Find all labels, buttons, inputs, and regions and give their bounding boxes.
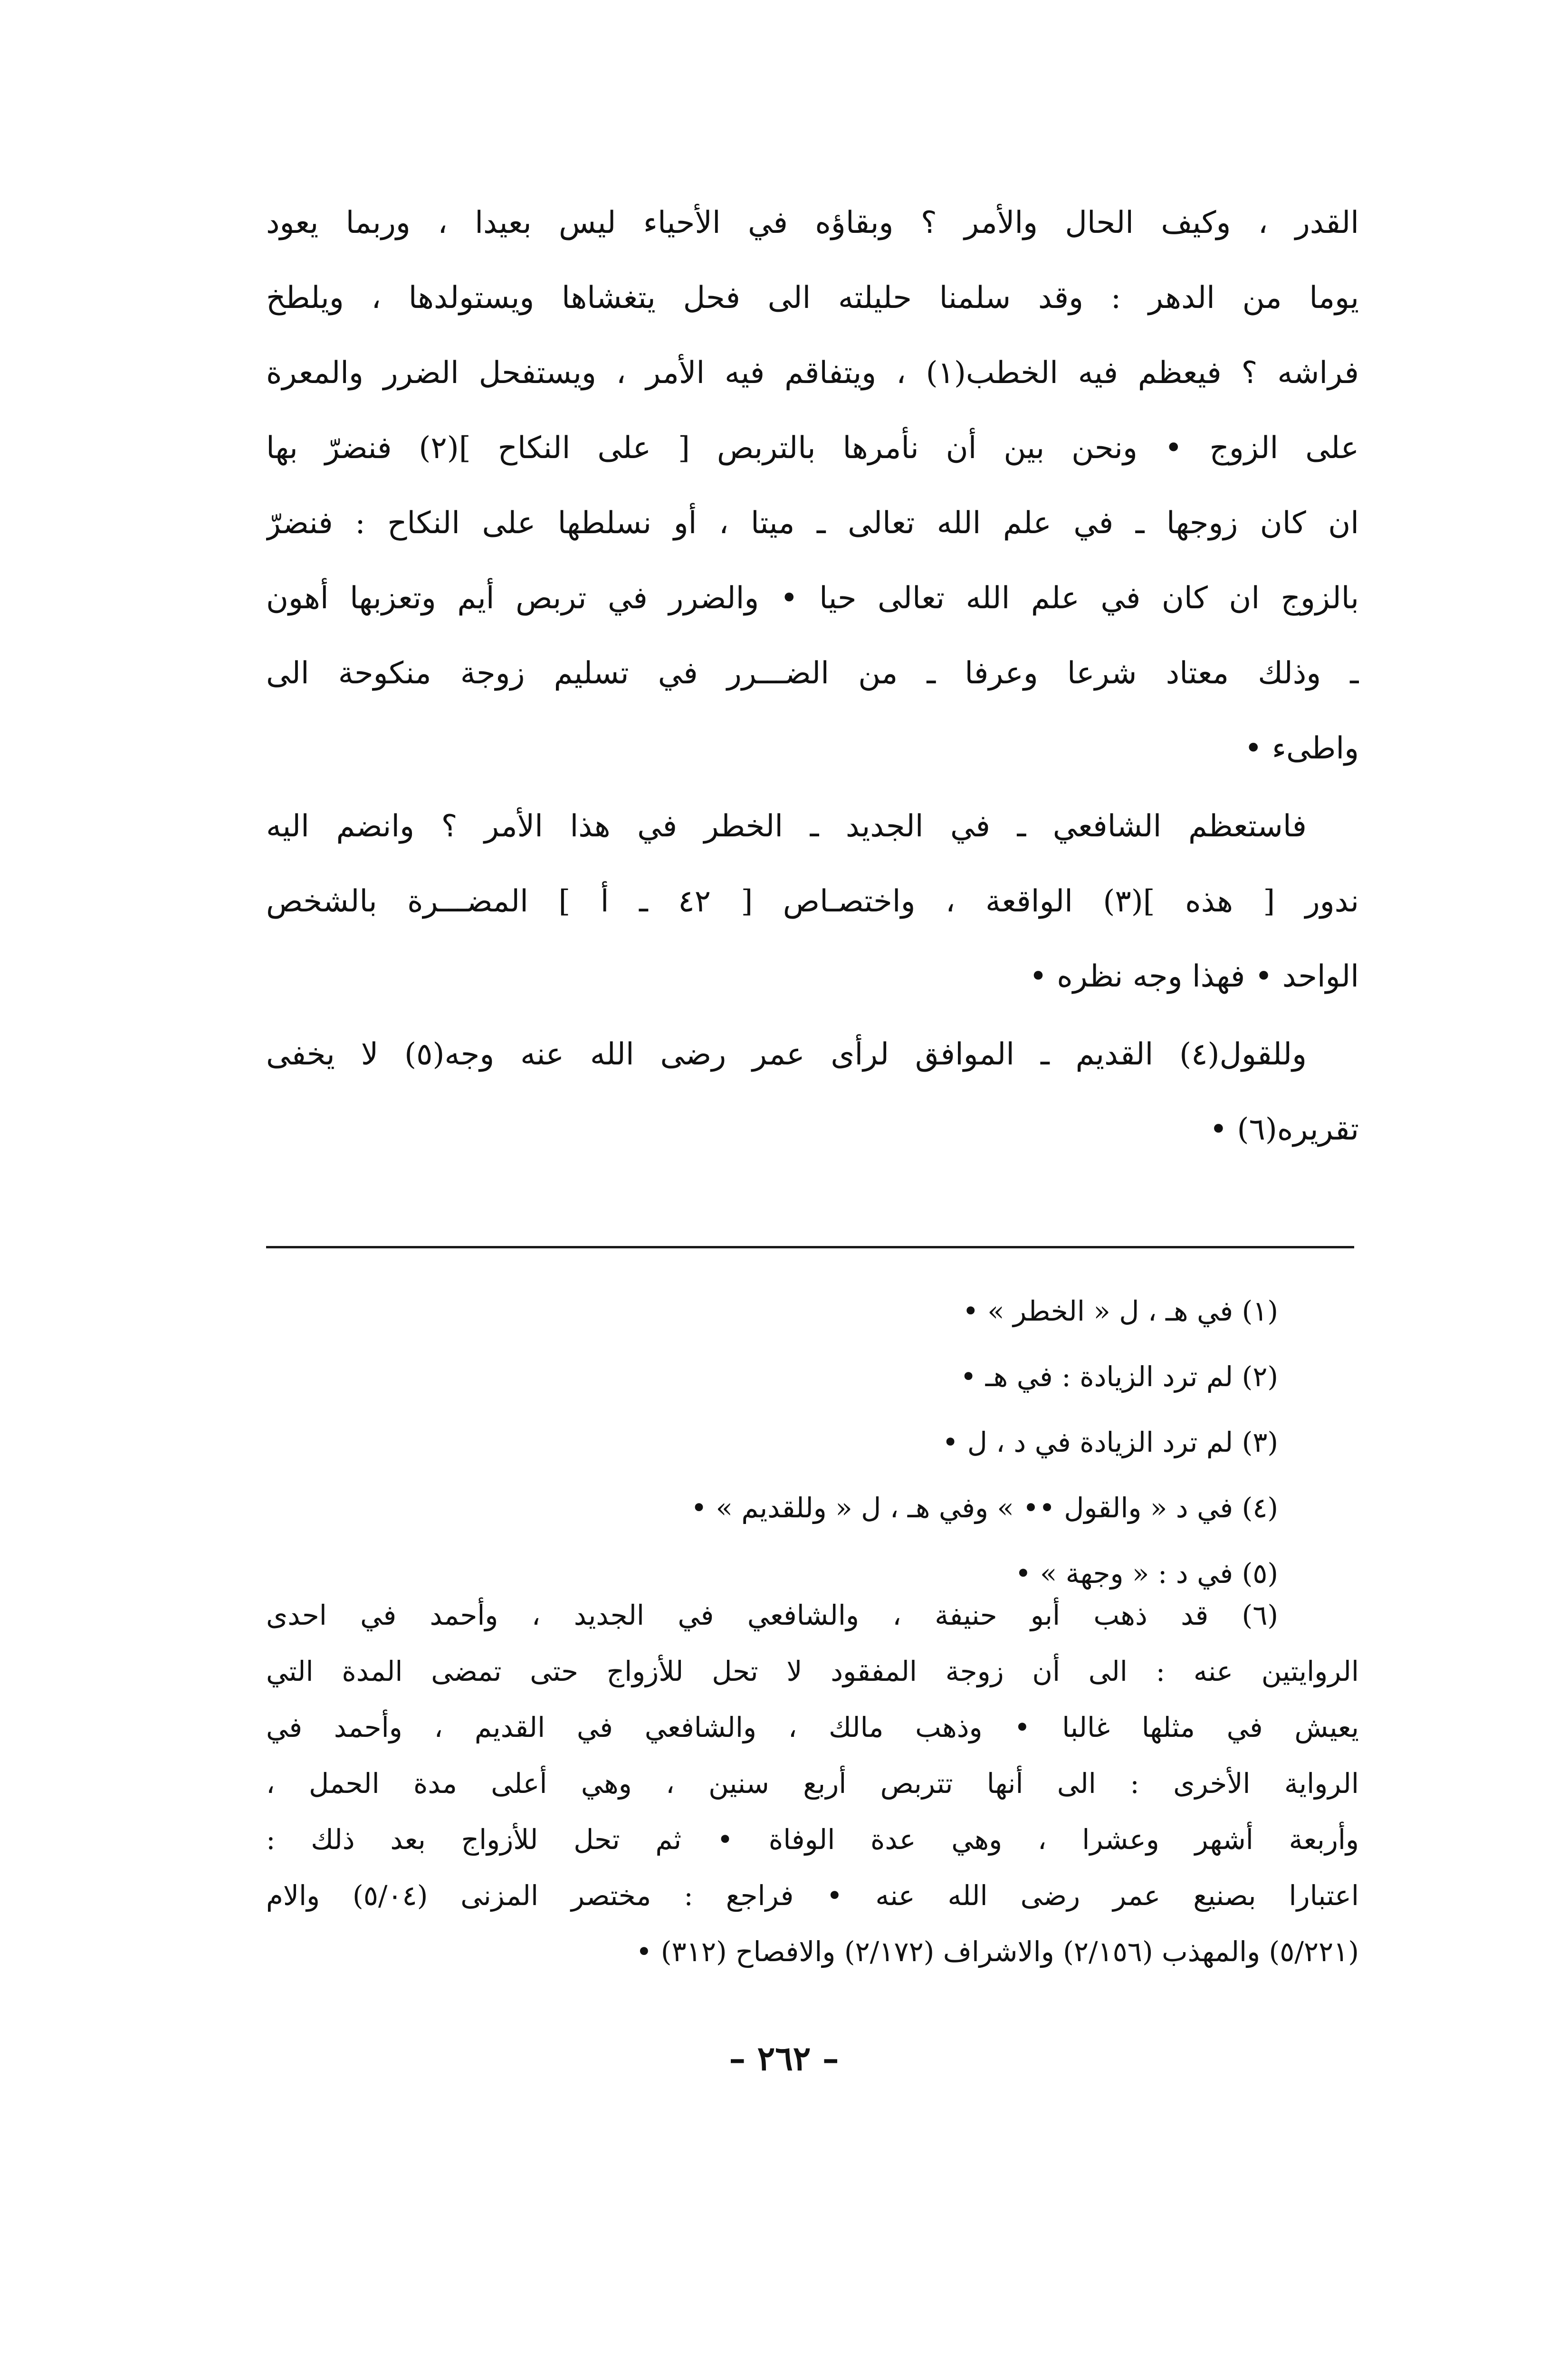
footnote-6-line: الرواية الأخرى : الى أنها تتربص أربع سنين ، وهي أعلى مدة الحمل ،: [266, 1767, 1359, 1800]
footnote-6-line: الروايتين عنه : الى أن زوجة المفقود لا تحل للأزواج حتى تمضى المدة التي: [266, 1655, 1359, 1687]
text-line: بالزوج ان كان في علم الله تعالى حيا • والضرر في تربص أيم وتعزبها أهون: [266, 581, 1359, 616]
text-line: الواحد • فهذا وجه نظره •: [1029, 959, 1359, 994]
body-paragraph-3: [266, 1017, 1359, 1167]
page-number: – ٢٦٢ –: [729, 2039, 839, 2078]
text-line: تقريره(٦) •: [1209, 1112, 1359, 1147]
text-line: ان كان زوجها ـ في علم الله تعالى ـ ميتا ، أو نسلطها على النكاح : فنضرّ: [266, 506, 1359, 541]
footnotes-list: [266, 1278, 1359, 1606]
text-line: وللقول(٤) القديم ـ الموافق لرأى عمر رضى الله عنه وجه(٥) لا يخفى: [266, 1037, 1307, 1072]
footnote-6-line: (٦) قد ذهب أبو حنيفة ، والشافعي في الجديد ، وأحمد في احدى: [266, 1599, 1278, 1631]
footnote-6-line: وأربعة أشهر وعشرا ، وهي عدة الوفاة • ثم تحل للأزواج بعد ذلك :: [266, 1823, 1359, 1856]
text-line: ندور [ هذه ](٣) الواقعة ، واختصـاص [ ٤٢ ـ أ ] المضـــرة بالشخص: [266, 884, 1359, 919]
footnote-2: (٢) لم ترد الزيادة : في هـ •: [960, 1360, 1278, 1393]
text-line: يوما من الدهر : وقد سلمنا حليلته الى فحل يتغشاها ويستولدها ، ويلطخ: [266, 280, 1359, 316]
text-line: ـ وذلك معتاد شرعا وعرفا ـ من الضـــرر في تسليم زوجة منكوحة الى: [266, 656, 1359, 691]
footnote-6-line: اعتبارا بصنيع عمر رضى الله عنه • فراجع : مختصر المزنى (٥/٠٤) والام: [266, 1879, 1359, 1912]
body-paragraph-1: [266, 185, 1359, 786]
footnote-4: (٤) في د « والقول •• » وفي هـ ، ل « وللقديم » •: [690, 1492, 1278, 1524]
text-line: واطىء •: [1244, 731, 1359, 766]
text-line: فراشه ؟ فيعظم فيه الخطب(١) ، ويتفاقم فيه الأمر ، ويستفحل الضرر والمعرة: [266, 355, 1359, 391]
footnote-separator: [266, 1246, 1354, 1248]
text-line: فاستعظم الشافعي ـ في الجديد ـ الخطر في هذا الأمر ؟ وانضم اليه: [266, 809, 1307, 844]
text-line: القدر ، وكيف الحال والأمر ؟ وبقاؤه في الأحياء ليس بعيدا ، وربما يعود: [266, 205, 1359, 240]
footnote-6-line: يعيش في مثلها غالبا • وذهب مالك ، والشافعي في القديم ، وأحمد في: [266, 1711, 1359, 1744]
text-line: على الزوج • ونحن بين أن نأمرها بالتربص [ على النكاح ](٢) فنضرّ بها: [266, 431, 1359, 466]
body-paragraph-2: [266, 789, 1359, 1014]
footnote-5: (٥) في د : « وجهة » •: [1015, 1557, 1278, 1590]
footnote-3: (٣) لم ترد الزيادة في د ، ل •: [942, 1426, 1278, 1458]
footnote-6: [266, 1587, 1359, 1980]
footnote-6-line: (٥/٢٢١) والمهذب (٢/١٥٦) والاشراف (٢/١٧٢) والافصاح (٣١٢) •: [636, 1935, 1359, 1968]
footnote-1: (١) في هـ ، ل « الخطر » •: [962, 1295, 1278, 1327]
